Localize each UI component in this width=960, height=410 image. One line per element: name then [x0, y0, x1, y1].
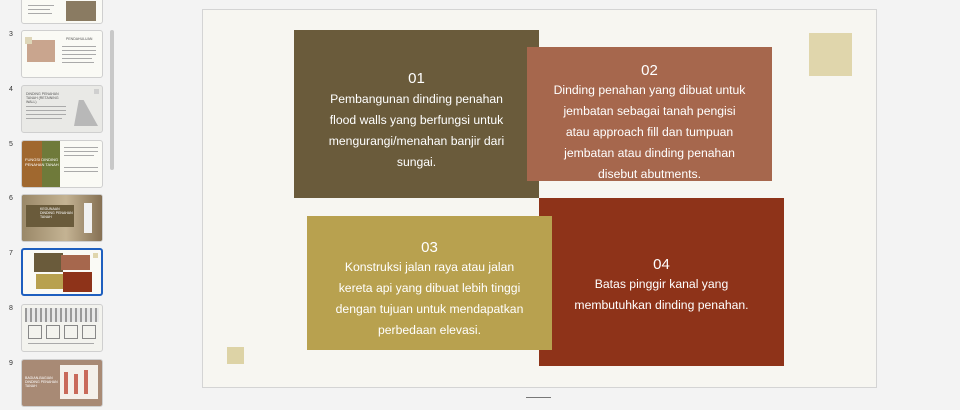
box-text-line: disebut abutments.: [598, 167, 701, 181]
thumbnail-deco: [94, 89, 99, 94]
thumbnail-text-line: [62, 62, 94, 63]
thumbnail-diagram: [46, 325, 60, 339]
thumbnail-text-line: [64, 151, 98, 152]
content-box-02[interactable]: [527, 47, 772, 181]
thumbnail-person: [84, 203, 92, 233]
thumbnail-text-line: [28, 13, 52, 14]
thumbnail-text-line: [64, 147, 98, 148]
slide-thumbnail-6[interactable]: [21, 194, 103, 242]
box-text: [294, 89, 539, 173]
slide-number: 8: [9, 305, 13, 312]
thumbnail-scrollbar[interactable]: [110, 30, 114, 170]
thumbnail-title: KEGUNAAN DINDING PENAHAN TANAH: [40, 207, 73, 219]
box-text: [307, 257, 552, 341]
thumbnail-box-03: [36, 274, 65, 289]
decorative-square: [809, 33, 852, 76]
slide-thumbnail-5[interactable]: [21, 140, 103, 188]
thumbnail-text-line: [62, 58, 92, 59]
box-text-line: atau approach fill dan tumpuan: [565, 125, 734, 139]
box-text-line: jembatan sebagai tanah pengisi: [563, 104, 736, 118]
box-text: [527, 80, 772, 185]
thumbnail-diagram: [84, 370, 88, 394]
slide-thumbnail-4[interactable]: [21, 85, 103, 133]
thumbnail-box-04: [63, 272, 92, 292]
slide-thumbnail-2[interactable]: [21, 0, 103, 24]
slide-number: 9: [9, 360, 13, 367]
box-text-line: mengurangi/menahan banjir dari: [328, 134, 505, 148]
thumbnail-deco: [25, 37, 32, 44]
thumbnail-text-line: [26, 106, 66, 107]
box-number: 01: [408, 70, 425, 87]
thumbnail-text-line: [64, 155, 94, 156]
slide-number: 4: [9, 86, 13, 93]
thumbnail-diagram: [64, 325, 78, 339]
box-number: 04: [653, 256, 670, 273]
thumbnail-text-line: [64, 171, 98, 172]
thumbnail-text-line: [28, 343, 94, 344]
thumbnail-image: [74, 100, 98, 126]
box-number: 03: [421, 239, 438, 256]
slide-thumbnail-9[interactable]: [21, 359, 103, 407]
thumbnail-text-line: [62, 54, 96, 55]
box-text-line: flood walls yang berfungsi untuk: [329, 113, 504, 127]
slide-thumbnail-8[interactable]: [21, 304, 103, 352]
thumbnail-text-line: [28, 9, 50, 10]
thumbnail-text-line: [26, 118, 62, 119]
thumbnail-box-02: [61, 255, 90, 270]
content-box-03[interactable]: [307, 216, 552, 350]
thumbnail-title: PENDAHULUAN: [66, 37, 93, 41]
slide-canvas[interactable]: [202, 9, 877, 388]
slide-thumbnail-panel: [0, 0, 118, 410]
slide-number: 7: [9, 250, 13, 257]
thumbnail-text-line: [62, 50, 96, 51]
thumbnail-diagram: [74, 374, 78, 394]
slide-number: 5: [9, 141, 13, 148]
decorative-square-small: [227, 347, 244, 364]
content-box-04[interactable]: [539, 198, 784, 366]
content-box-01[interactable]: [294, 30, 539, 198]
box-number: 02: [641, 62, 658, 79]
thumbnail-title: FUNGSI DINDING PENAHAN TANAH: [25, 157, 59, 167]
box-text-line: Pembangunan dinding penahan: [330, 92, 503, 106]
thumbnail-diagram: [28, 325, 42, 339]
slide-thumbnail-3[interactable]: [21, 30, 103, 78]
thumbnail-image: [66, 1, 96, 21]
thumbnail-diagram: [64, 372, 68, 394]
box-text-line: Dinding penahan yang dibuat untuk: [553, 83, 746, 97]
thumbnail-title: BAGIAN-BAGIAN DINDING PENAHAN TANAH: [25, 376, 58, 388]
thumbnail-text-line: [28, 5, 54, 6]
slide-thumbnail-7-active[interactable]: [21, 248, 103, 296]
box-text-line: perbedaan elevasi.: [378, 323, 481, 337]
box-text-line: Konstruksi jalan raya atau jalan: [344, 260, 515, 274]
box-text-line: membutuhkan dinding penahan.: [574, 298, 749, 312]
slide-number: 3: [9, 31, 13, 38]
slide-scroll-indicator: [526, 397, 551, 398]
box-text-line: sungai.: [396, 155, 437, 169]
slide-number: 6: [9, 195, 13, 202]
box-text-line: Batas pinggir kanal yang: [594, 277, 729, 291]
thumbnail-text-line: [26, 114, 66, 115]
thumbnail-text-line: [26, 110, 66, 111]
thumbnail-diagram: [82, 325, 96, 339]
thumbnail-box-01: [34, 253, 63, 272]
thumbnail-text-line: [64, 167, 98, 168]
thumbnail-title: DINDING PENAHAN TANAH (RETAINING WALL): [26, 92, 59, 104]
box-text-line: kereta api yang dibuat lebih tinggi: [338, 281, 521, 295]
thumbnail-deco: [93, 253, 98, 258]
thumbnail-text-line: [62, 46, 96, 47]
thumbnail-image: [25, 308, 99, 322]
box-text-line: dengan tujuan untuk mendapatkan: [335, 302, 524, 316]
box-text-line: jembatan atau dinding penahan: [564, 146, 735, 160]
box-text: [539, 274, 784, 316]
